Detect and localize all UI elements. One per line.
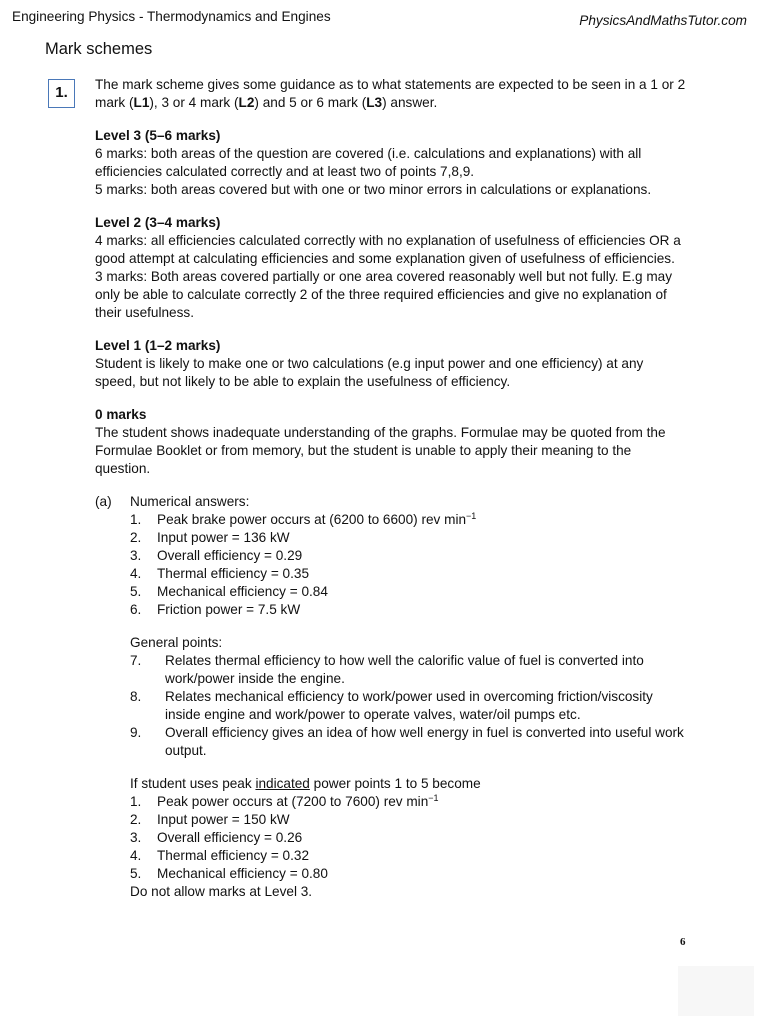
- level-heading: Level 1 (1–2 marks): [95, 338, 221, 353]
- closing-note: Do not allow marks at Level 3.: [130, 884, 313, 899]
- list-item: 1. Peak brake power occurs at (6200 to 6600) rev $\min^{-1}$: [130, 511, 477, 527]
- level-heading: Level 2 (3–4 marks): [95, 215, 221, 230]
- intro-text-c: ) and 5 or 6 mark (: [254, 95, 367, 110]
- indicated-heading: If student uses peak indicated power points 1 to 5 become: [130, 776, 481, 791]
- level-line: 5 marks: both areas covered but with one or two minor errors in calculations or explanations.: [95, 182, 652, 197]
- document-header-title: Engineering Physics - Thermodynamics and Engines: [12, 9, 331, 24]
- intro-text-d: ) answer.: [382, 95, 438, 110]
- intro-paragraph: [95, 76, 687, 112]
- intro-l1: L1: [133, 95, 150, 110]
- part-a-label: (a): [95, 494, 112, 509]
- list-item: 3. Overall efficiency = 0.29: [130, 548, 303, 563]
- list-item: 6. Friction power = 7.5 kW: [130, 602, 301, 617]
- level-line: Student is likely to make one or two calculations (e.g input power and one efficiency) at any speed, but not likely to be able to explain the usefulness of efficiency.: [95, 356, 644, 389]
- list-item: 8. Relates mechanical efficiency to work/power used in overcoming friction/viscosity inside engine and work/power to operate valves, water/oil pumps etc.: [130, 689, 653, 722]
- site-name: PhysicsAndMathsTutor.com: [579, 13, 747, 28]
- list-item: 5. Mechanical efficiency = 0.80: [130, 866, 328, 881]
- level-line: The student shows inadequate understanding of the graphs. Formulae may be quoted from the Formulae Booklet or from memory, but the student is unable to apply their meaning to the question.: [95, 425, 666, 476]
- list-item: 5. Mechanical efficiency = 0.84: [130, 584, 328, 599]
- question-number-box: 1.: [48, 79, 75, 108]
- list-item: 1. Peak power occurs at (7200 to 7600) rev $\min^{-1}$: [130, 793, 439, 809]
- list-item: 9. Overall efficiency gives an idea of how well energy in fuel is converted into useful work output.: [130, 725, 684, 758]
- intro-text-a: The mark scheme gives some guidance as to what statements are expected to be seen in a 1 or 2 mark (: [95, 77, 686, 110]
- intro-l2: L2: [238, 95, 255, 110]
- level-line: 4 marks: all efficiencies calculated correctly with no explanation of usefulness of efficiencies OR a good attempt at calculating efficiencies and some explanation given of usefulness of efficiencies.: [95, 233, 681, 266]
- page-number: 6: [680, 936, 686, 948]
- list-item: 2. Input power = 150 kW: [130, 812, 290, 827]
- list-item: 7. Relates thermal efficiency to how well the calorific value of fuel is converted into work/power inside the engine.: [130, 653, 644, 686]
- page-title: Mark schemes: [45, 40, 153, 58]
- list-item: 4. Thermal efficiency = 0.32: [130, 848, 310, 863]
- intro-l3: L3: [366, 95, 383, 110]
- numerical-list: [130, 511, 687, 901]
- corner-shade: [678, 966, 754, 1016]
- level-line: 3 marks: Both areas covered partially or one area covered reasonably well but not fully. E.g may only be able to calculate correctly 2 of the three required efficiencies and give no explanation of their usefulness.: [95, 269, 673, 320]
- level-heading: 0 marks: [95, 407, 147, 422]
- list-item: 4. Thermal efficiency = 0.35: [130, 566, 310, 581]
- part-a-row: [95, 493, 687, 511]
- numerical-heading: Numerical answers:: [130, 494, 250, 509]
- general-heading: General points:: [130, 635, 223, 650]
- list-item: 2. Input power = 136 kW: [130, 530, 290, 545]
- intro-text-b: ), 3 or 4 mark (: [149, 95, 239, 110]
- level-heading: Level 3 (5–6 marks): [95, 128, 221, 143]
- mark-scheme-content: [95, 76, 687, 901]
- list-item: 3. Overall efficiency = 0.26: [130, 830, 303, 845]
- level-line: 6 marks: both areas of the question are covered (i.e. calculations and explanations) with all efficiencies calculated correctly and at least two of points 7,8,9.: [95, 146, 642, 179]
